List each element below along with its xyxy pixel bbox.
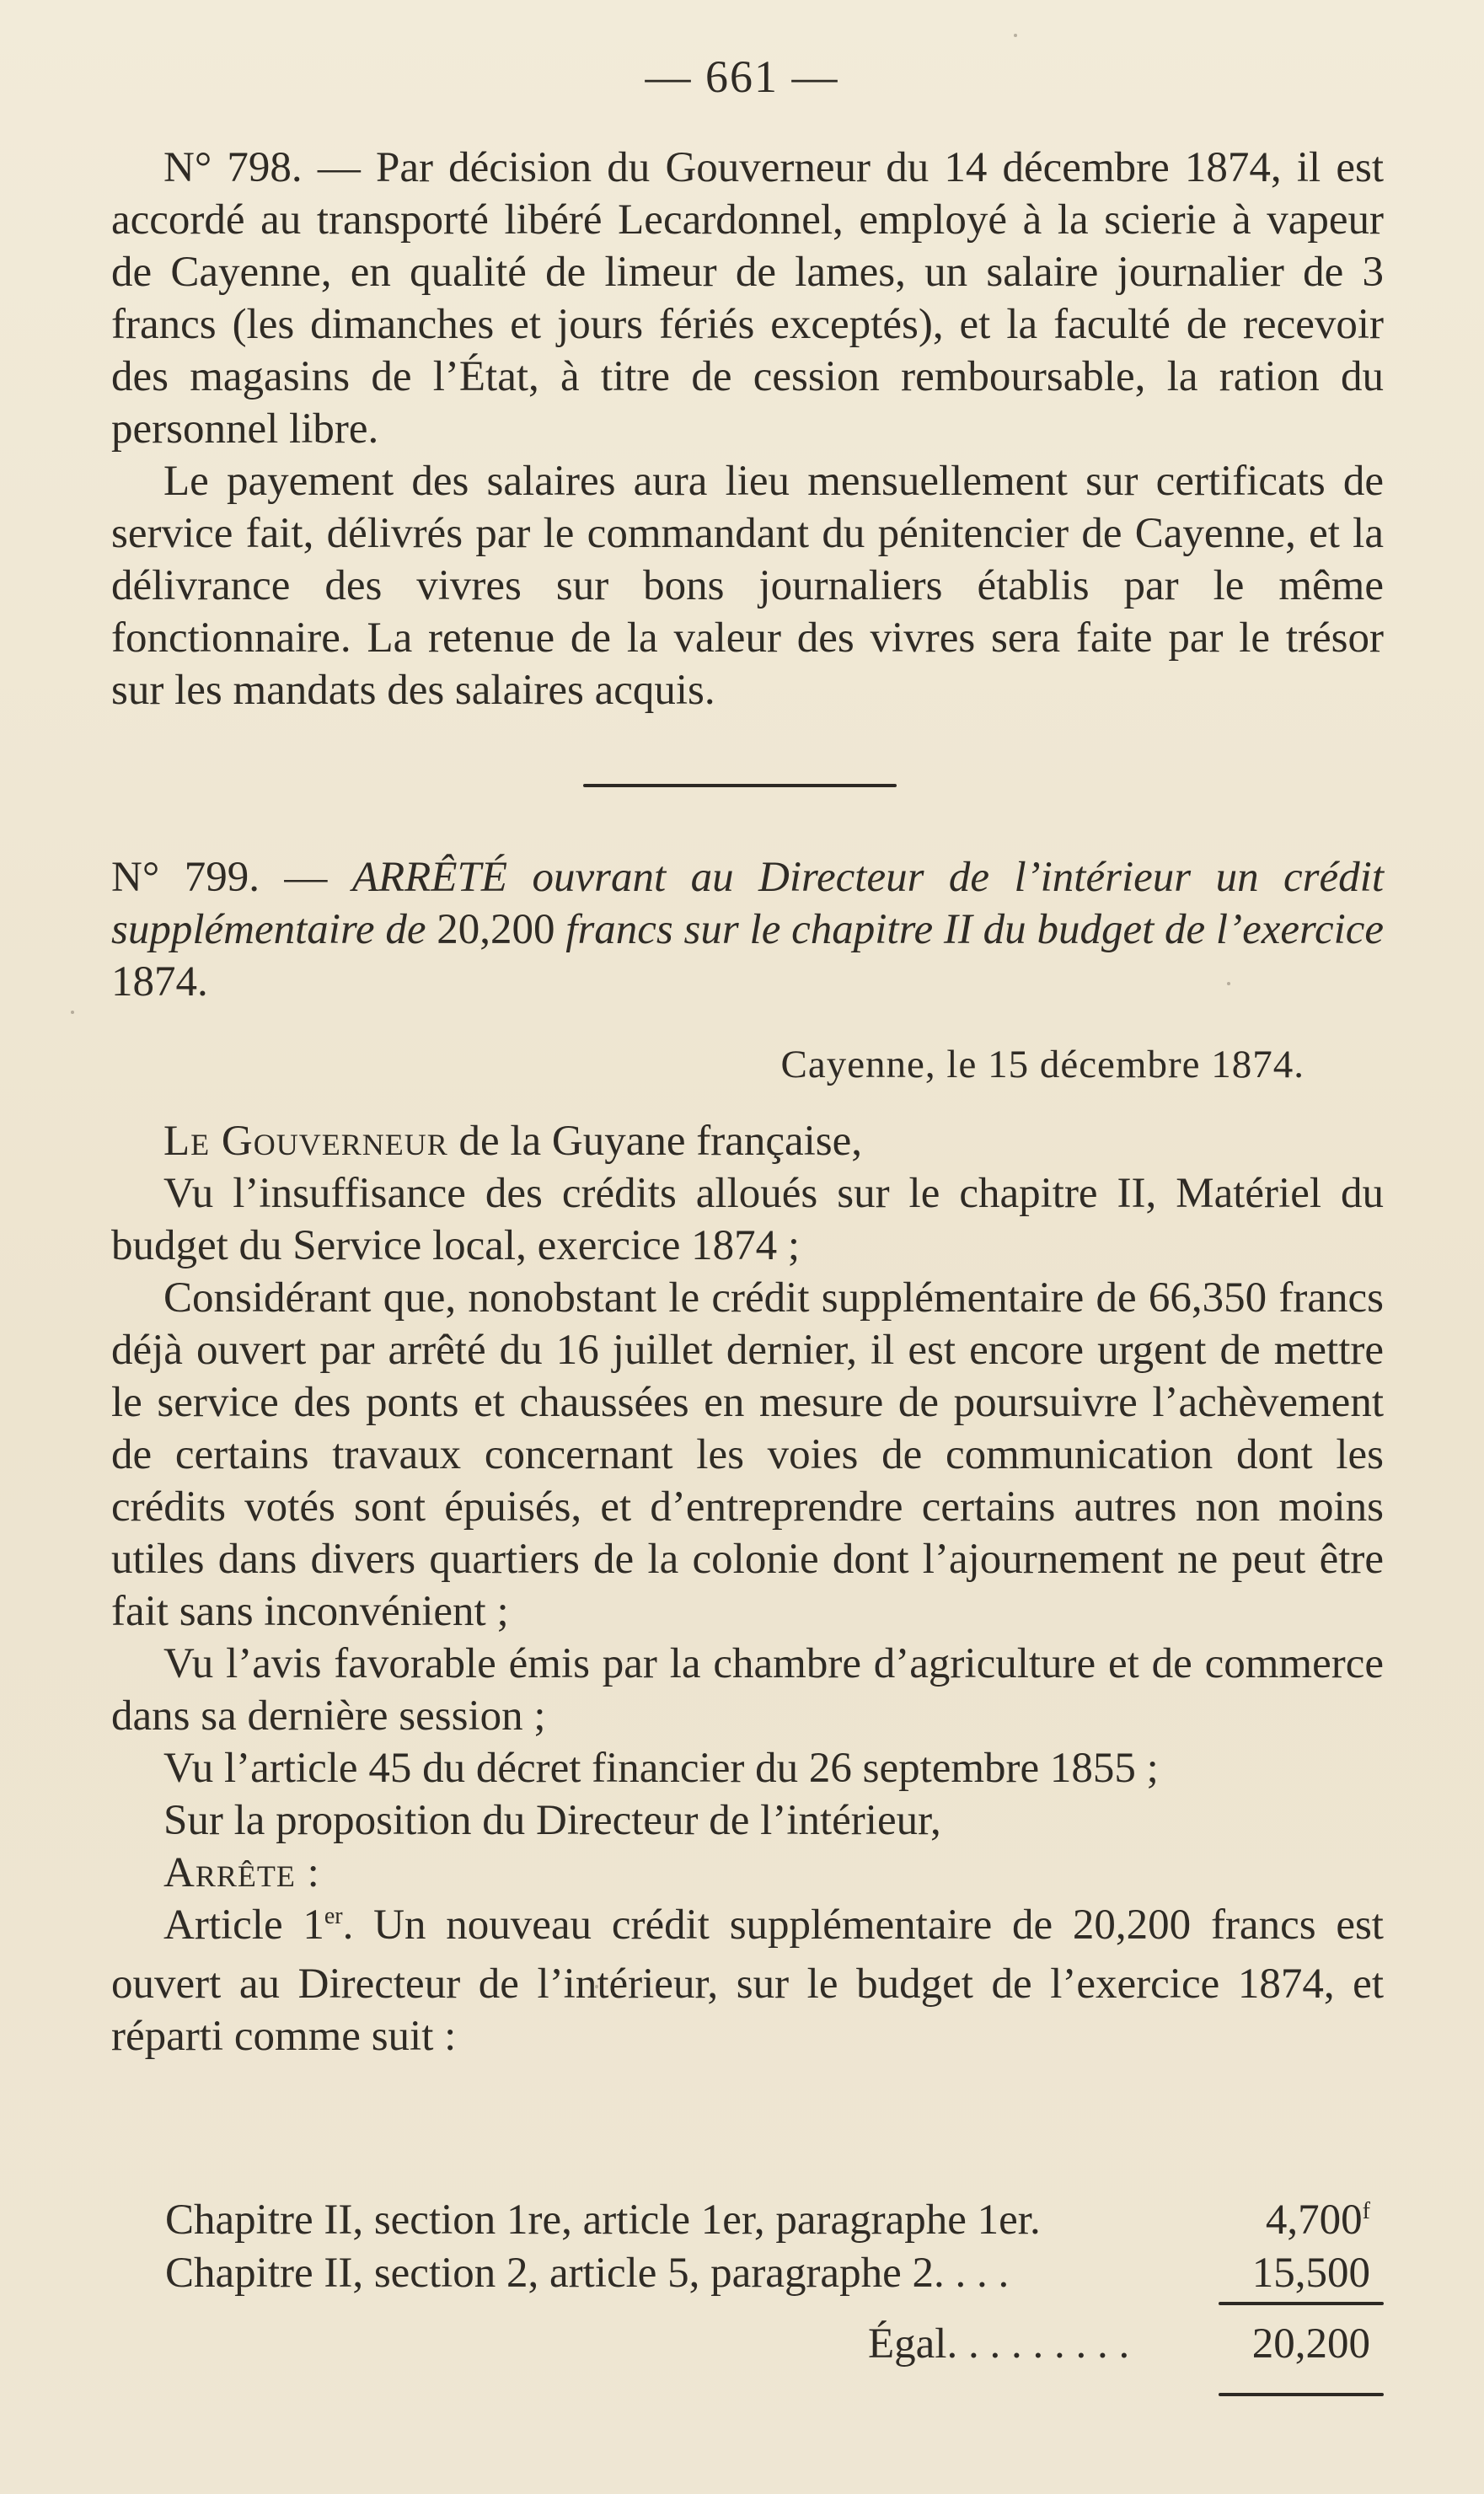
budget-row-2-amount: 15,500 xyxy=(1251,2250,1370,2297)
page-number: — 661 — xyxy=(645,51,839,102)
paper-speck xyxy=(1227,982,1230,985)
arrete-heading: Arrête : xyxy=(163,1849,320,1896)
paper-speck xyxy=(71,1011,74,1014)
arrete-799-body xyxy=(111,1115,1384,2062)
article-1-paragraph xyxy=(111,1899,1384,2062)
total-amount: 20,200 xyxy=(1251,2320,1370,2368)
budget-row-2-label: Chapitre II, section 2, article 5, paragraphe 2. . . . xyxy=(165,2250,1010,2297)
arrete-799-title-part1: ARRÊTÉ ouvrant au Directeur de l’intérieur un crédit supplémentaire de xyxy=(111,854,1384,953)
article-1-body: . Un nouveau crédit supplémentaire de 20,200 francs est ouvert au Directeur de l’intérieur, sur le budget de l’exercice 1874, et réparti comme suit : xyxy=(111,1901,1384,2060)
vu-avis-paragraph: Vu l’avis favorable émis par la chambre d’agriculture et de commerce dans sa dernière session ; xyxy=(111,1640,1384,1740)
vu-article-paragraph: Vu l’article 45 du décret financier du 26 septembre 1855 ; xyxy=(163,1745,1159,1792)
arrete-799-heading xyxy=(111,851,1384,1008)
arrete-799-number: N° 799. — xyxy=(111,854,328,901)
considerant-paragraph: Considérant que, nonobstant le crédit supplémentaire de 66,350 francs déjà ouvert par arrêté du 16 juillet dernier, il est encore urgent de mettre le service des ponts et chaussées en mesure de poursuivre l’achèvement de certains travaux concernant les voies de communication dont les crédits votés sont épuisés, et d’entreprendre certains autres non moins utiles dans divers quartiers de la colonie dont l’ajournement ne peut être fait sans inconvénient ; xyxy=(111,1274,1384,1635)
decision-798-block xyxy=(111,142,1384,716)
arrete-799-title-year: 1874. xyxy=(111,958,208,1006)
decision-798-paragraph-1: N° 798. — Par décision du Gouverneur du 14 décembre 1874, il est accordé au transporté libéré Lecardonnel, employé à la scierie à vapeur de Cayenne, en qualité de limeur de lames, un salaire journalier de 3 francs (les dimanches et jours fériés exceptés), et la faculté de recevoir des magasins de l’État, à titre de cession remboursable, la ration du personnel libre. xyxy=(111,144,1384,453)
budget-row-1-label: Chapitre II, section 1re, article 1er, paragraphe 1er. xyxy=(165,2196,1041,2244)
budget-row-1-value: 4,700 xyxy=(1265,2196,1363,2244)
proposition-paragraph: Sur la proposition du Directeur de l’intérieur, xyxy=(163,1797,941,1844)
arrete-799-title-amount: 20,200 xyxy=(437,906,555,953)
section-divider xyxy=(583,784,897,787)
issuer-rest: de la Guyane française, xyxy=(447,1118,863,1165)
total-label: Égal. . . . . . . . . xyxy=(868,2320,1130,2368)
budget-row-1-amount xyxy=(1266,2194,1370,2253)
decision-798-paragraph-2: Le payement des salaires aura lieu mensuellement sur certificats de service fait, délivrés par le commandant du pénitencier de Cayenne, et la délivrance des vivres sur bons journaliers établis par le même fonctionnaire. La retenue de la valeur des vivres sera faite par le trésor sur les mandats des salaires acquis. xyxy=(111,458,1384,714)
subtotal-rule xyxy=(1219,2302,1384,2305)
article-1-lead: Article 1 xyxy=(163,1901,324,1949)
issuer-title: Le Gouverneur xyxy=(163,1118,448,1165)
date-line: Cayenne, le 15 décembre 1874. xyxy=(780,1043,1305,1086)
budget-row-1-unit: f xyxy=(1362,2198,1370,2224)
paper-speck xyxy=(1014,34,1017,37)
arrete-799-title-part2: francs sur le chapitre II du budget de l’exercice xyxy=(565,906,1385,953)
vu-insuffisance-paragraph: Vu l’insuffisance des crédits alloués sur le chapitre II, Matériel du budget du Service local, exercice 1874 ; xyxy=(111,1170,1384,1269)
article-1-sup: er xyxy=(324,1903,343,1929)
issuer-line xyxy=(111,1115,1384,1167)
total-rule xyxy=(1219,2393,1384,2396)
paper-speck xyxy=(595,1985,598,1988)
